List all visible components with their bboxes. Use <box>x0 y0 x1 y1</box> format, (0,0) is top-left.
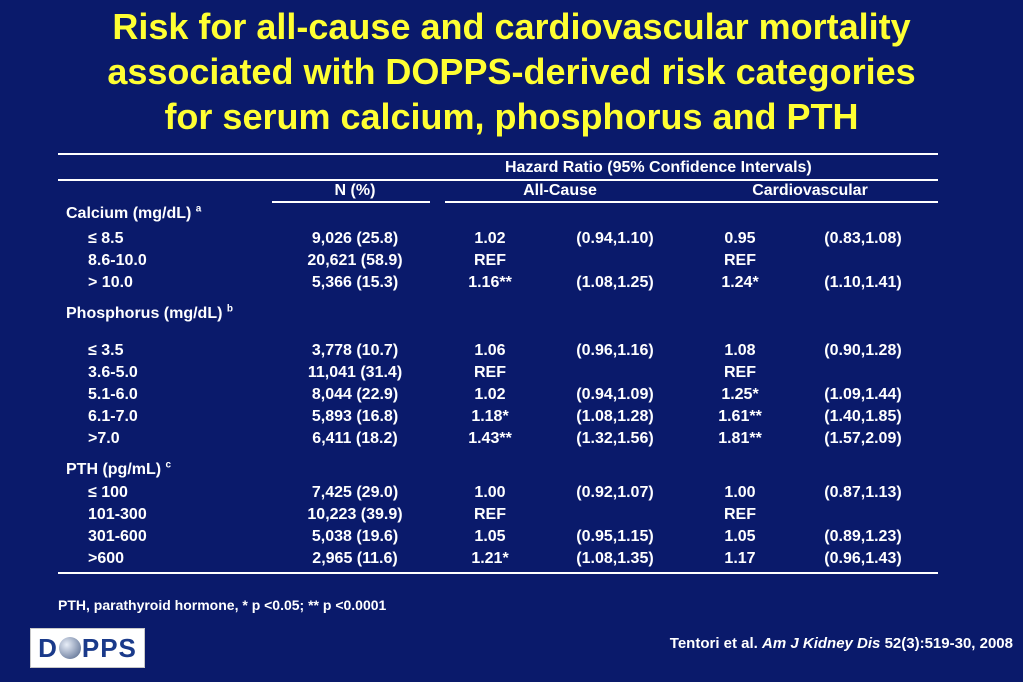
dopps-logo <box>30 628 145 668</box>
citation-authors: Tentori et al. <box>669 635 758 652</box>
table-cell-hr2: 0.95 <box>724 230 756 247</box>
table-cell-hr2: REF <box>724 364 756 381</box>
table-cell-hr1: REF <box>474 252 506 269</box>
table-cell-n: 3,778 (10.7) <box>311 342 399 359</box>
hazard-ratio-header: Hazard Ratio (95% Confidence Intervals) <box>505 159 812 176</box>
table-cell-hr2: 1.61** <box>718 408 762 425</box>
title-line-3: for serum calcium, phosphorus and PTH <box>164 96 859 137</box>
title-line-2: associated with DOPPS-derived risk categories <box>107 51 916 92</box>
table-cell-hr1: REF <box>474 506 506 523</box>
logo-text-left: D <box>38 632 58 663</box>
table-cell-hr2: 1.81** <box>718 430 762 447</box>
table-cell-hr1: 1.06 <box>474 342 506 359</box>
table-cell-ci2: (0.87,1.13) <box>824 484 902 501</box>
table-cell-ci1: (0.95,1.15) <box>576 528 654 545</box>
table-cell-ci2: (0.89,1.23) <box>824 528 902 545</box>
section-label-superscript: b <box>226 303 233 315</box>
table-cell-ci1: (1.32,1.56) <box>576 430 654 447</box>
table-cell-hr1: 1.02 <box>474 386 506 403</box>
table-cell-hr2: 1.05 <box>724 528 756 545</box>
header-rule-n <box>272 201 430 203</box>
allcause-column-header: All-Cause <box>523 182 597 199</box>
table-cell-cat: ≤ 100 <box>88 484 128 501</box>
section-label <box>66 460 171 480</box>
globe-icon <box>59 637 81 659</box>
table-cell-ci2: (0.90,1.28) <box>824 342 902 359</box>
table-cell-cat: 5.1-6.0 <box>88 386 138 403</box>
table-cell-cat: 3.6-5.0 <box>88 364 138 381</box>
cardio-column-header: Cardiovascular <box>752 182 868 199</box>
section-label-superscript: a <box>195 203 202 215</box>
table-cell-n: 9,026 (25.8) <box>311 230 399 247</box>
table-cell-cat: >7.0 <box>88 430 120 447</box>
logo-text-right: PPS <box>81 632 137 663</box>
table-cell-cat: 6.1-7.0 <box>88 408 138 425</box>
table-cell-hr2: 1.08 <box>724 342 756 359</box>
table-cell-hr2: REF <box>724 252 756 269</box>
table-cell-hr2: 1.00 <box>724 484 756 501</box>
table-cell-hr1: 1.00 <box>474 484 506 501</box>
table-top-rule <box>58 153 938 155</box>
footnote: PTH, parathyroid hormone, * p <0.05; ** p <0.0001 <box>58 597 387 613</box>
header-rule-hr <box>445 201 938 203</box>
table-cell-n: 5,038 (19.6) <box>311 528 399 545</box>
table-cell-hr1: REF <box>474 364 506 381</box>
table-cell-n: 5,366 (15.3) <box>311 274 399 291</box>
citation <box>670 635 1013 652</box>
table-cell-n: 6,411 (18.2) <box>312 430 398 447</box>
table-cell-n: 2,965 (11.6) <box>312 550 398 567</box>
table-cell-hr2: 1.24* <box>721 274 759 291</box>
table-cell-ci2: (0.83,1.08) <box>824 230 902 247</box>
table-cell-hr1: 1.18* <box>471 408 509 425</box>
table-cell-hr1: 1.02 <box>474 230 506 247</box>
table-cell-ci2: (1.09,1.44) <box>824 386 902 403</box>
citation-journal: Am J Kidney Dis <box>762 635 881 652</box>
table-cell-ci2: (1.40,1.85) <box>824 408 902 425</box>
table-cell-hr1: 1.05 <box>474 528 506 545</box>
table-cell-n: 8,044 (22.9) <box>311 386 399 403</box>
title-line-1: Risk for all-cause and cardiovascular mortality <box>112 6 911 47</box>
table-cell-cat: > 10.0 <box>88 274 133 291</box>
table-cell-ci1: (0.96,1.16) <box>576 342 654 359</box>
table-cell-hr2: 1.17 <box>724 550 756 567</box>
table-cell-ci1: (1.08,1.35) <box>576 550 654 567</box>
table-cell-ci2: (1.10,1.41) <box>824 274 902 291</box>
table-cell-cat: >600 <box>88 550 125 567</box>
table-cell-cat: ≤ 3.5 <box>88 342 124 359</box>
table-cell-n: 10,223 (39.9) <box>307 506 403 523</box>
table-bottom-rule <box>58 572 938 574</box>
table-cell-hr2: REF <box>724 506 756 523</box>
table-cell-n: 20,621 (58.9) <box>307 252 403 269</box>
table-cell-cat: ≤ 8.5 <box>88 230 124 247</box>
table-cell-ci2: (0.96,1.43) <box>824 550 902 567</box>
section-label <box>66 304 233 324</box>
table-cell-ci1: (1.08,1.25) <box>576 274 654 291</box>
table-cell-cat: 8.6-10.0 <box>88 252 147 269</box>
table-cell-ci2: (1.57,2.09) <box>824 430 902 447</box>
table-cell-ci1: (1.08,1.28) <box>576 408 654 425</box>
table-cell-hr1: 1.16** <box>468 274 512 291</box>
slide-title <box>0 4 1023 139</box>
section-label-text: PTH (pg/mL) <box>66 461 162 478</box>
table-cell-hr2: 1.25* <box>721 386 759 403</box>
table-cell-cat: 301-600 <box>88 528 147 545</box>
section-label-superscript: c <box>165 459 172 471</box>
table-cell-cat: 101-300 <box>88 506 147 523</box>
table-cell-hr1: 1.43** <box>468 430 512 447</box>
section-label-text: Phosphorus (mg/dL) <box>66 305 223 322</box>
section-label <box>66 204 201 224</box>
table-cell-ci1: (0.92,1.07) <box>576 484 654 501</box>
table-cell-n: 7,425 (29.0) <box>311 484 399 501</box>
table-cell-n: 11,041 (31.4) <box>307 364 403 381</box>
n-column-header: N (%) <box>334 182 376 199</box>
table-cell-hr1: 1.21* <box>471 550 509 567</box>
table-cell-n: 5,893 (16.8) <box>311 408 399 425</box>
table-cell-ci1: (0.94,1.09) <box>576 386 654 403</box>
citation-ref: 52(3):519-30, 2008 <box>884 635 1013 652</box>
section-label-text: Calcium (mg/dL) <box>66 205 192 222</box>
table-cell-ci1: (0.94,1.10) <box>576 230 654 247</box>
